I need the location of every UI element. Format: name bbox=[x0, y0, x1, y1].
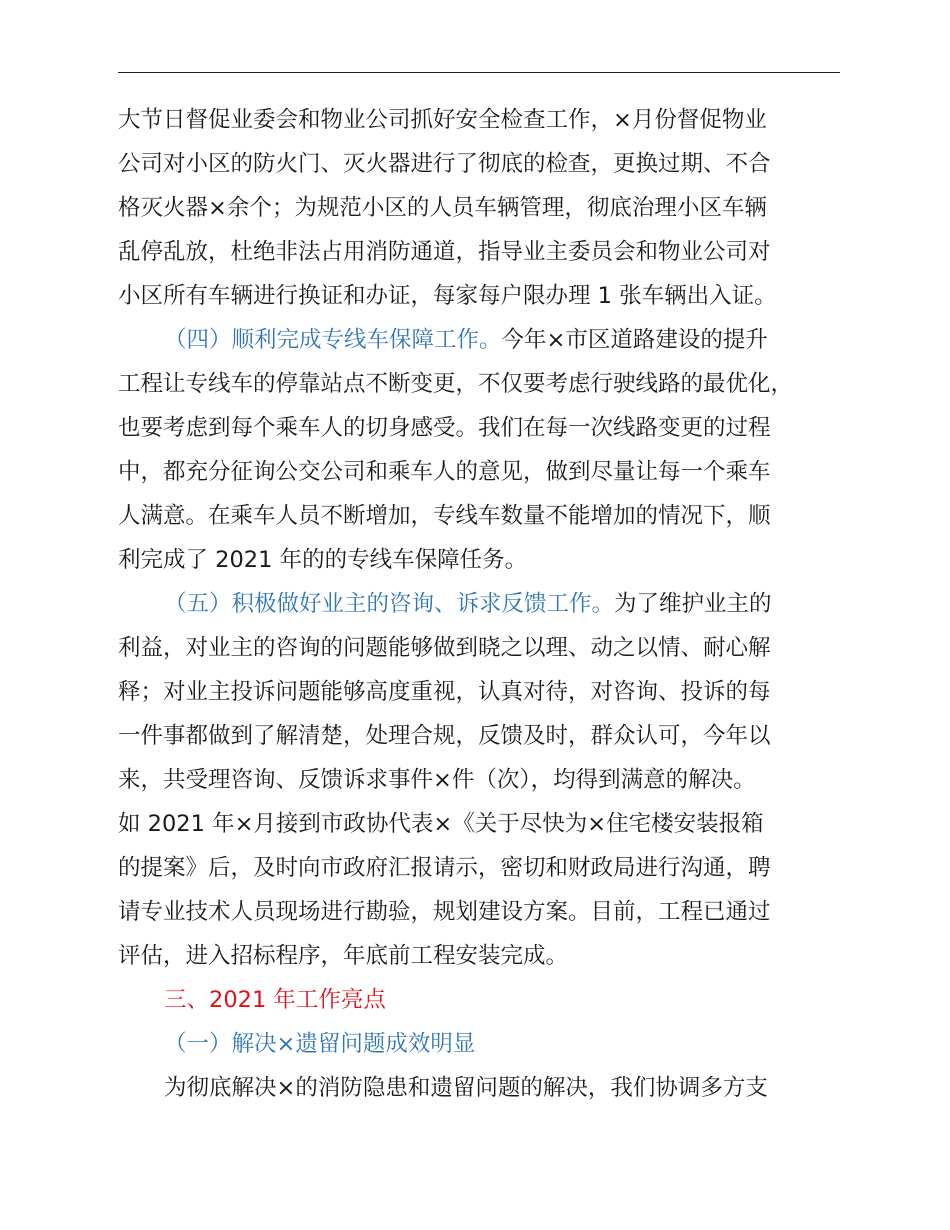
subheading-one: （一）解决×遗留问题成效明显 bbox=[164, 1031, 476, 1057]
body-line: 的提案》后，及时向市政府汇报请示，密切和财政局进行沟通，聘 bbox=[118, 855, 771, 881]
body-text: 今年×市区道路建设的提升 bbox=[501, 327, 768, 353]
body-line: 人满意。在乘车人员不断增加，专线车数量不能增加的情况下，顺 bbox=[118, 503, 771, 529]
body-line: 也要考虑到每个乘车人的切身感受。我们在每一次线路变更的过程 bbox=[118, 415, 771, 441]
header-rule bbox=[118, 72, 840, 73]
body-line: 乱停乱放，杜绝非法占用消防通道，指导业主委员会和物业公司对 bbox=[118, 239, 771, 265]
body-line: 来，共受理咨询、反馈诉求事件×件（次），均得到满意的解决。 bbox=[118, 767, 756, 793]
subheading-five: （五）积极做好业主的咨询、诉求反馈工作。 bbox=[164, 591, 615, 617]
paragraph-five-first-line bbox=[118, 582, 840, 626]
body-line: 一件事都做到了解清楚，处理合规，反馈及时，群众认可，今年以 bbox=[118, 723, 771, 749]
body-line: 小区所有车辆进行换证和办证，每家每户限办理 1 张车辆出入证。 bbox=[118, 283, 777, 309]
body-line: 中，都充分征询公交公司和乘车人的意见，做到尽量让每一个乘车 bbox=[118, 459, 771, 485]
body-line: 释；对业主投诉问题能够高度重视，认真对待，对咨询、投诉的每 bbox=[118, 679, 771, 705]
body-line: 工程让专线车的停靠站点不断变更，不仅要考虑行驶线路的最优化， bbox=[118, 371, 794, 397]
body-line: 格灭火器×余个；为规范小区的人员车辆管理，彻底治理小区车辆 bbox=[118, 195, 767, 221]
paragraph-four-first-line bbox=[118, 318, 840, 362]
body-text: 为了维护业主的 bbox=[614, 591, 772, 617]
body-line: 大节日督促业委会和物业公司抓好安全检查工作，×月份督促物业 bbox=[118, 107, 767, 133]
body-line: 公司对小区的防火门、灭火器进行了彻底的检查，更换过期、不合 bbox=[118, 151, 771, 177]
document-body bbox=[118, 98, 840, 1110]
body-line: 如 2021 年×月接到市政协代表×《关于尽快为×住宅楼安装报箱 bbox=[118, 811, 764, 837]
body-line-indented: 为彻底解决×的消防隐患和遗留问题的解决，我们协调多方支 bbox=[164, 1075, 768, 1101]
section-heading-three: 三、2021 年工作亮点 bbox=[164, 987, 386, 1013]
body-line: 利完成了 2021 年的的专线车保障任务。 bbox=[118, 547, 528, 573]
subheading-four: （四）顺利完成专线车保障工作。 bbox=[164, 327, 502, 353]
body-line: 请专业技术人员现场进行勘验，规划建设方案。目前，工程已通过 bbox=[118, 899, 771, 925]
body-line: 利益，对业主的咨询的问题能够做到晓之以理、动之以情、耐心解 bbox=[118, 635, 771, 661]
body-line: 评估，进入招标程序，年底前工程安装完成。 bbox=[118, 943, 569, 969]
